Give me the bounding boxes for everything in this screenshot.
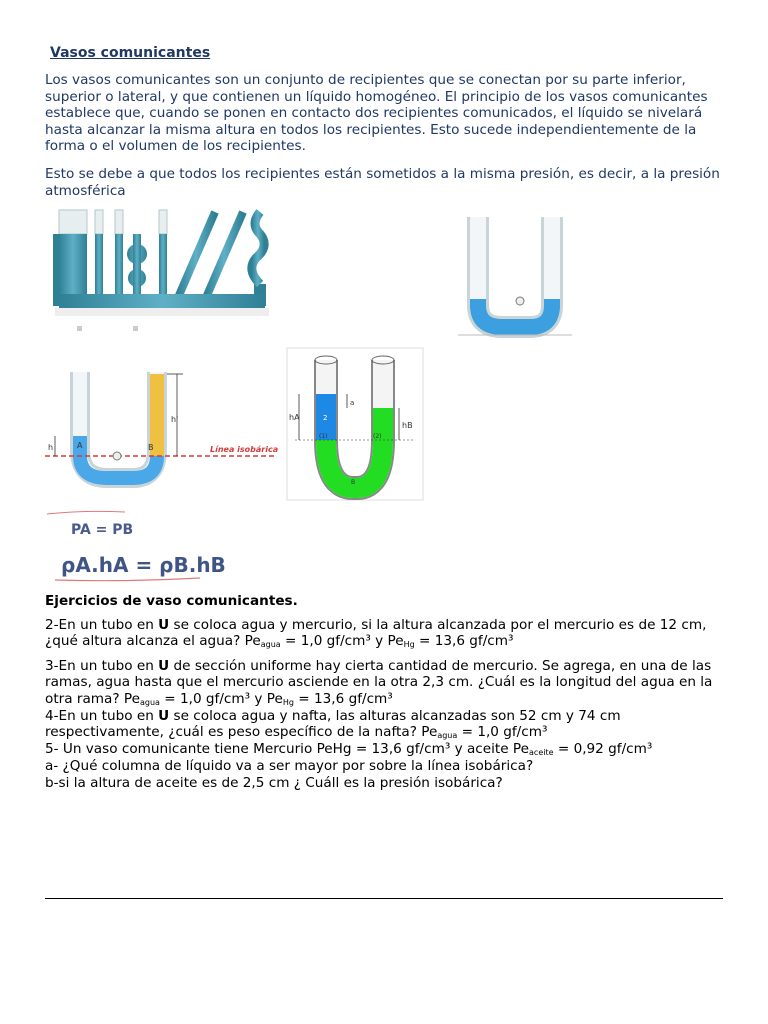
isobaric-line-label: Línea isobárica: [210, 445, 279, 454]
label-h: h: [48, 443, 54, 452]
exercise-5a: a- ¿Qué columna de líquido va a ser mayor por sobre la línea isobárica?: [45, 758, 534, 774]
pressure-formula: [45, 508, 226, 584]
exercise-5: 5- Un vaso comunicante tiene Mercurio PeHg = 13,6 gf/cm³ y aceite $Pe_{aceite} = 0,92$ gf/cm³: [45, 741, 653, 757]
label-b: B: [351, 479, 356, 486]
intro-paragraph: Los vasos comunicantes son un conjunto de recipientes que se conectan por su parte inferior, superior o lateral, y que contienen un líquido homogéneo. El principio de los vasos comunicantes establece que, cuando se ponen en contacto dos recipientes comunicados, el líquido se nivelará hasta alcanzar la misma altura en todos los recipientes. Esto sucede independientemente de la forma o el volumen de los recipientes.: [45, 72, 708, 155]
label-1: (1): [319, 433, 328, 440]
isobaric-u-tube-figure: [45, 370, 280, 490]
label-2-paren: (2): [373, 433, 382, 440]
exercise-5b: b-si la altura de aceite es de 2,5 cm ¿ Cuáll es la presión isobárica?: [45, 775, 503, 791]
page-title: Vasos comunicantes: [50, 45, 211, 61]
label-ha: hA: [289, 413, 300, 422]
label-hb: hB: [402, 421, 413, 430]
intro-paragraph-2: Esto se debe a que todos los recipientes están sometidos a la misma presión, es decir, a la presión atmosférica: [45, 166, 720, 199]
exercise-2: 2-En un tubo en U se coloca agua y mercurio, si la altura alcanzada por el mercurio es de 12 cm, ¿qué altura alcanza el agua? $Pe_{agua} = 1,0$ gf/cm³ y $Pe_{Hg} = 13,6$ gf/cm³: [45, 617, 707, 650]
exercise-4: 4-En un tubo en U se coloca agua y nafta, las alturas alcanzadas son 52 cm y 74 cm respectivamente, ¿cuál es peso específico de la nafta? $Pe_{agua} = 1,0$ gf/cm³: [45, 708, 621, 741]
label-a: A: [77, 441, 83, 450]
label-2: 2: [323, 414, 328, 422]
label-a: a: [350, 399, 355, 407]
formula-pa-pb: PA = PB: [71, 522, 134, 538]
connected-vessels-figure: [55, 208, 270, 336]
label-h-prime: h': [171, 415, 179, 424]
label-b: B: [148, 443, 154, 452]
bottom-divider: [45, 898, 723, 899]
formula-density-height: ρA.hA = ρB.hB: [61, 553, 226, 577]
exercises-title: Ejercicios de vaso comunicantes.: [45, 593, 298, 609]
exercise-3: 3-En un tubo en U de sección uniforme hay cierta cantidad de mercurio. Se agrega, en una de las ramas, agua hasta que el mercurio asciende en la otra 2,3 cm. ¿Cuál es la longitud del agua en la otra rama? $Pe_{agua} = 1,0$ gf/cm³ y $Pe_{Hg} = 13,6$ gf/cm³: [45, 658, 713, 707]
ha-hb-u-tube-figure: [287, 348, 423, 500]
u-tube-figure: [458, 215, 573, 337]
